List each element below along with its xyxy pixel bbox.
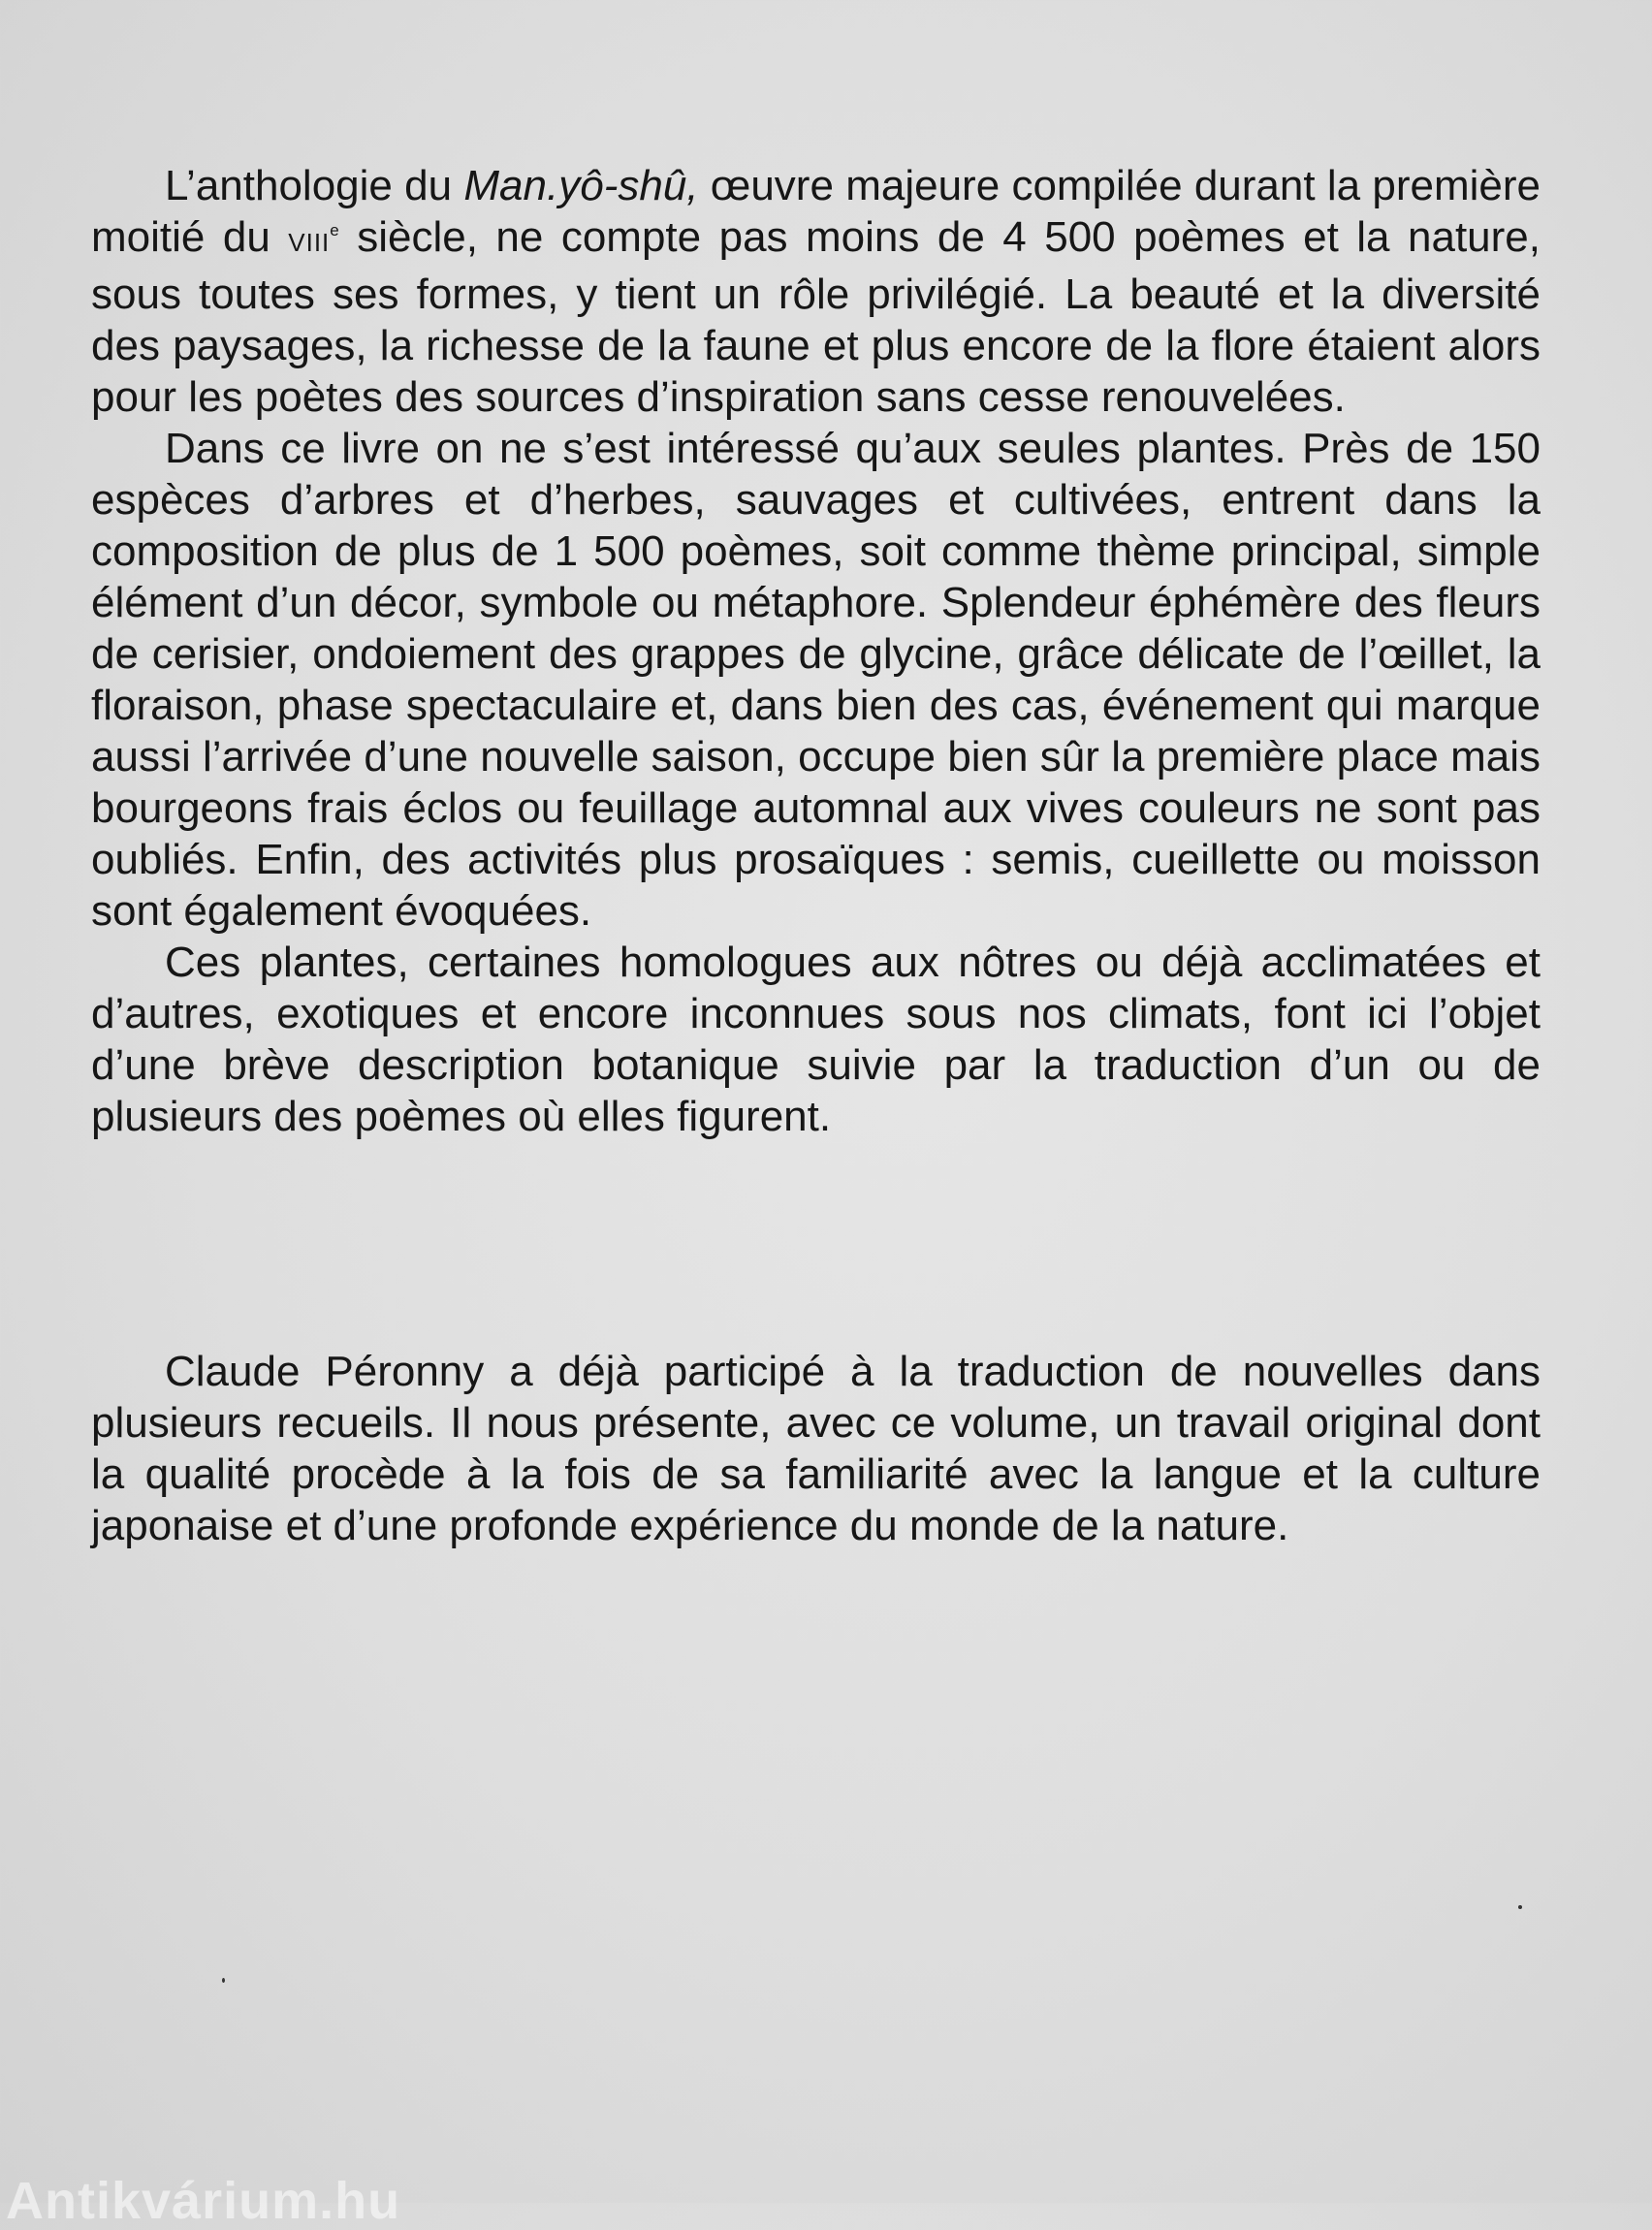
watermark: Antikvárium.hu — [6, 2172, 401, 2230]
intro-text-end: siècle, ne compte pas moins de 4 500 poèmes et la nature, sous toutes ses formes, y tient un rôle privilégié. La beauté et la diversité des paysages, la richesse de la faune et plus encore de la flore étaient alors pour les poètes des sources d’inspiration sans cesse renouvelées. — [91, 213, 1541, 421]
paragraph-author: Claude Péronny a déjà participé à la traduction de nouvelles dans plusieurs recueils. Il nous présente, avec ce volume, un travail original dont la qualité procède à la fois de sa familiarité avec la langue et la culture japonaise et d’une profonde expérience du monde de la nature. — [91, 1348, 1541, 1549]
paragraph-description: Ces plantes, certaines homologues aux nôtres ou déjà acclimatées et d’autres, exotiques et encore inconnues sous nos climats, font ici l’objet d’une brève description botanique suivie par la traduction d’un ou de plusieurs des poèmes où elles figurent. — [91, 939, 1541, 1140]
anthology-title: Man.yô-shû, — [463, 162, 699, 209]
century-numeral: VIII — [288, 228, 331, 257]
paragraph-plants: Dans ce livre on ne s’est intéressé qu’aux seules plantes. Près de 150 espèces d’arbres et d’herbes, sauvages et cultivées, entrent dans la composition de plus de 1 500 poèmes, soit comme thème principal, simple élément d’un décor, symbole ou métaphore. Splendeur éphémère des fleurs de cerisier, ondoiement des grappes de glycine, grâce délicate de l’œillet, la floraison, phase spectaculaire et, dans bien des cas, événement qui marque aussi l’arrivée d’une nouvelle saison, occupe bien sûr la première place mais bourgeons frais éclos ou feuillage automnal aux vives couleurs ne sont pas oubliés. Enfin, des activités plus prosaïques : semis, cueillette ou moisson sont également évoquées. — [91, 425, 1541, 935]
paper-speck — [1518, 1905, 1522, 1909]
intro-text-start: L’anthologie du — [165, 162, 464, 209]
main-text — [91, 160, 1541, 1142]
author-note — [91, 1346, 1541, 1551]
paragraph-intro — [91, 160, 1541, 423]
century-superscript: e — [330, 221, 339, 239]
paper-speck — [222, 1978, 225, 1983]
intro-text-middle: œuvre majeure compilée durant la première moitié du — [91, 162, 1541, 261]
